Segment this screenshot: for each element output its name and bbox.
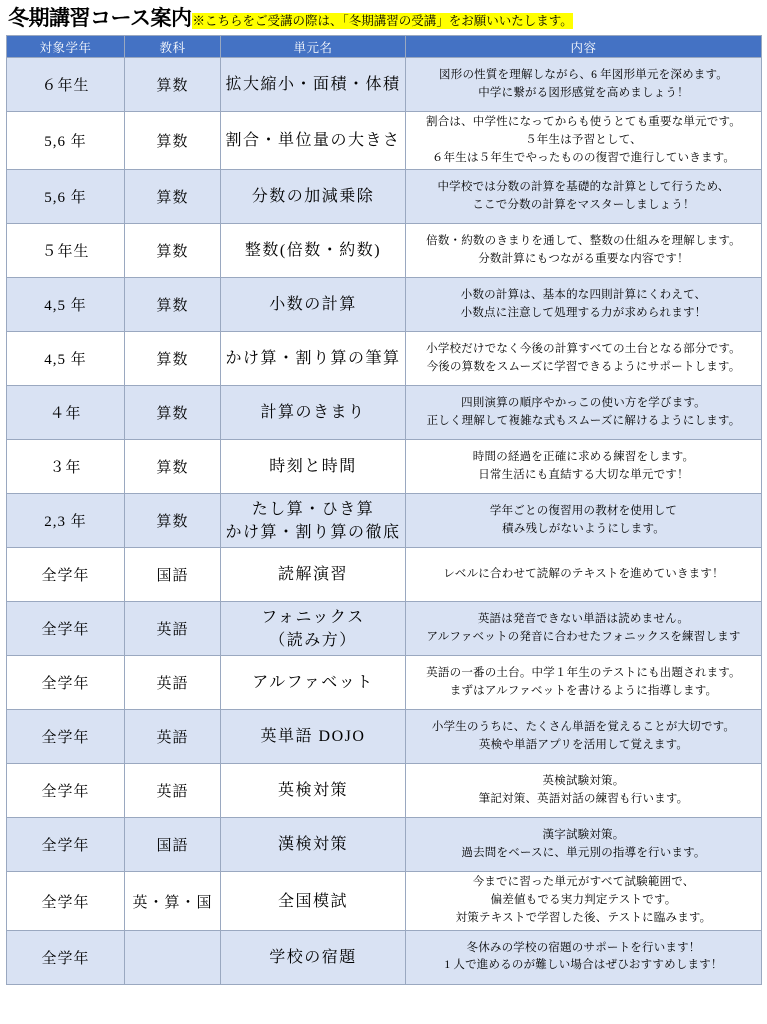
cell-subject: 英語 bbox=[125, 764, 221, 818]
cell-content bbox=[406, 710, 762, 764]
table-row bbox=[7, 872, 762, 930]
cell-unit bbox=[221, 602, 406, 656]
content-line: 英語は発音できない単語は読めません。 bbox=[477, 613, 690, 626]
cell-subject: 英語 bbox=[125, 656, 221, 710]
cell-content bbox=[406, 872, 762, 930]
cell-subject: 算数 bbox=[125, 494, 221, 548]
unit-line: 英単語 DOJO bbox=[260, 728, 366, 746]
cell-grade: 2,3 年 bbox=[7, 494, 125, 548]
content-line: 今後の算数をスムーズに学習できるようにサポートします。 bbox=[426, 360, 741, 373]
content-line: 筆記対策、英語対話の練習も行います。 bbox=[478, 792, 689, 805]
table-row bbox=[7, 386, 762, 440]
content-line: 英検試験対策。 bbox=[542, 775, 625, 788]
table-row bbox=[7, 602, 762, 656]
cell-unit bbox=[221, 656, 406, 710]
column-header-unit: 単元名 bbox=[221, 36, 406, 58]
content-line: ５年生は予習として、 bbox=[525, 133, 642, 146]
unit-line: 全国模試 bbox=[277, 892, 348, 910]
cell-unit bbox=[221, 58, 406, 112]
cell-content bbox=[406, 548, 762, 602]
unit-line: たし算・ひき算 bbox=[251, 500, 375, 518]
header-note: ※こちらをご受講の際は、「冬期講習の受講」をお願いいたします。 bbox=[192, 13, 573, 28]
cell-subject: 算数 bbox=[125, 440, 221, 494]
cell-grade: 全学年 bbox=[7, 710, 125, 764]
column-header-grade: 対象学年 bbox=[7, 36, 125, 58]
course-table bbox=[6, 35, 762, 985]
cell-content bbox=[406, 440, 762, 494]
cell-content bbox=[406, 764, 762, 818]
cell-grade: 全学年 bbox=[7, 872, 125, 930]
column-header-content: 内容 bbox=[406, 36, 762, 58]
cell-content bbox=[406, 170, 762, 224]
content-line: ここで分数の計算をマスターしましょう！ bbox=[472, 198, 695, 211]
table-row bbox=[7, 440, 762, 494]
unit-line: かけ算・割り算の筆算 bbox=[225, 350, 401, 368]
table-row bbox=[7, 112, 762, 170]
unit-line: アルファベット bbox=[252, 674, 374, 692]
cell-unit bbox=[221, 332, 406, 386]
content-line: 偏差値もでる実力判定テストです。 bbox=[490, 894, 677, 907]
unit-line: かけ算・割り算の徹底 bbox=[225, 523, 401, 541]
table-row bbox=[7, 278, 762, 332]
table-row bbox=[7, 58, 762, 112]
cell-subject: 算数 bbox=[125, 332, 221, 386]
content-line: 過去問をベースに、単元別の指導を行います。 bbox=[461, 846, 706, 859]
cell-unit bbox=[221, 872, 406, 930]
unit-line: 小数の計算 bbox=[269, 296, 357, 314]
cell-content bbox=[406, 278, 762, 332]
cell-unit bbox=[221, 224, 406, 278]
unit-line: 読解演習 bbox=[277, 566, 348, 584]
content-line: アルファベットの発音に合わせたフォニックスを練習します bbox=[426, 630, 741, 643]
cell-unit bbox=[221, 710, 406, 764]
table-row bbox=[7, 548, 762, 602]
cell-grade: 全学年 bbox=[7, 930, 125, 984]
column-header-subject: 教科 bbox=[125, 36, 221, 58]
cell-unit bbox=[221, 170, 406, 224]
content-line: 小数点に注意して処理する力が求められます！ bbox=[460, 306, 707, 319]
content-line: 今までに習った単元がすべて試験範囲で、 bbox=[472, 876, 695, 889]
cell-unit bbox=[221, 278, 406, 332]
cell-grade: ３年 bbox=[7, 440, 125, 494]
cell-unit bbox=[221, 818, 406, 872]
cell-unit bbox=[221, 386, 406, 440]
cell-content bbox=[406, 818, 762, 872]
content-line: 英検や単語アプリを活用して覚えます。 bbox=[478, 738, 689, 751]
page-title: 冬期講習コース案内 bbox=[8, 6, 192, 30]
cell-grade: 5,6 年 bbox=[7, 170, 125, 224]
content-line: 英語の一番の土台。中学１年生のテストにも出題されます。 bbox=[426, 667, 741, 680]
unit-line: 時刻と時間 bbox=[269, 458, 357, 476]
cell-subject: 算数 bbox=[125, 386, 221, 440]
content-line: 小学生のうちに、たくさん単語を覚えることが大切です。 bbox=[431, 721, 736, 734]
content-line: 正しく理解して複雑な式もスムーズに解けるようにします。 bbox=[426, 414, 741, 427]
cell-subject: 算数 bbox=[125, 170, 221, 224]
unit-line: 分数の加減乗除 bbox=[251, 188, 375, 206]
cell-subject: 算数 bbox=[125, 278, 221, 332]
unit-line: 英検対策 bbox=[277, 782, 348, 800]
content-line: 図形の性質を理解しながら、6 年図形単元を深めます。 bbox=[439, 68, 728, 81]
content-line: 四則演算の順序やかっこの使い方を学びます。 bbox=[461, 397, 706, 410]
cell-grade: 全学年 bbox=[7, 656, 125, 710]
cell-unit bbox=[221, 440, 406, 494]
unit-line: 整数(倍数・約数) bbox=[244, 242, 382, 260]
cell-unit bbox=[221, 930, 406, 984]
table-row bbox=[7, 818, 762, 872]
content-line: 小数の計算は、基本的な四則計算にくわえて、 bbox=[460, 289, 707, 302]
content-line: 漢字試験対策。 bbox=[542, 829, 625, 842]
unit-line: 学校の宿題 bbox=[269, 948, 357, 966]
unit-line: 拡大縮小・面積・体積 bbox=[225, 75, 401, 93]
content-line: 小学校だけでなく今後の計算すべての土台となる部分です。 bbox=[426, 343, 741, 356]
unit-line: 漢検対策 bbox=[277, 836, 348, 854]
cell-content bbox=[406, 58, 762, 112]
cell-unit bbox=[221, 494, 406, 548]
cell-subject: 英語 bbox=[125, 710, 221, 764]
cell-content bbox=[406, 930, 762, 984]
cell-unit bbox=[221, 764, 406, 818]
cell-content bbox=[406, 494, 762, 548]
cell-grade: 4,5 年 bbox=[7, 332, 125, 386]
unit-line: 計算のきまり bbox=[260, 404, 366, 422]
table-head bbox=[7, 36, 762, 58]
table-row bbox=[7, 764, 762, 818]
document-header bbox=[6, 6, 761, 35]
unit-line: 割合・単位量の大きさ bbox=[225, 132, 401, 150]
cell-subject: 国語 bbox=[125, 818, 221, 872]
cell-grade: 全学年 bbox=[7, 764, 125, 818]
cell-subject: 国語 bbox=[125, 548, 221, 602]
cell-content bbox=[406, 386, 762, 440]
content-line: 対策テキストで学習した後、テストに臨みます。 bbox=[455, 912, 712, 925]
content-line: 分数計算にもつながる重要な内容です！ bbox=[478, 252, 689, 265]
cell-content bbox=[406, 224, 762, 278]
cell-content bbox=[406, 656, 762, 710]
content-line: 学年ごとの復習用の教材を使用して bbox=[489, 505, 678, 518]
content-line: 割合は、中学性になってからも使うとても重要な単元です。 bbox=[426, 116, 741, 128]
content-line: 積み残しがないようにします。 bbox=[502, 522, 665, 535]
content-line: ６年生は５年生でやったものの復習で進行していきます。 bbox=[431, 151, 736, 164]
table-row bbox=[7, 170, 762, 224]
content-line: 中学校では分数の計算を基礎的な計算として行うため、 bbox=[437, 181, 730, 194]
cell-subject: 算数 bbox=[125, 224, 221, 278]
cell-grade: 全学年 bbox=[7, 548, 125, 602]
content-line: 日常生活にも直結する大切な単元です！ bbox=[478, 468, 689, 481]
content-line: 中学に繋がる図形感覚を高めましょう！ bbox=[478, 86, 689, 99]
content-line: レベルに合わせて読解のテキストを進めていきます！ bbox=[443, 568, 724, 581]
cell-grade: 全学年 bbox=[7, 602, 125, 656]
cell-subject: 英語 bbox=[125, 602, 221, 656]
content-line: 時間の経過を正確に求める練習をします。 bbox=[472, 451, 695, 464]
unit-line: （読み方） bbox=[269, 631, 357, 649]
cell-subject bbox=[125, 930, 221, 984]
cell-grade: 5,6 年 bbox=[7, 112, 125, 170]
content-line: 倍数・約数のきまりを通して、整数の仕組みを理解します。 bbox=[426, 235, 741, 248]
cell-grade: ６年生 bbox=[7, 58, 125, 112]
table-body bbox=[7, 58, 762, 985]
cell-subject: 算数 bbox=[125, 58, 221, 112]
content-line: 冬休みの学校の宿題のサポートを行います！ bbox=[466, 941, 701, 954]
table-header-row bbox=[7, 36, 762, 58]
content-line: 1 人で進めるのが難しい場合はぜひおすすめします！ bbox=[444, 959, 723, 972]
content-line: まずはアルファベットを書けるように指導します。 bbox=[449, 684, 718, 697]
cell-subject: 英・算・国 bbox=[125, 872, 221, 930]
table-row bbox=[7, 710, 762, 764]
cell-content bbox=[406, 332, 762, 386]
cell-content bbox=[406, 112, 762, 170]
cell-subject: 算数 bbox=[125, 112, 221, 170]
table-row bbox=[7, 656, 762, 710]
cell-grade: 4,5 年 bbox=[7, 278, 125, 332]
table-row bbox=[7, 494, 762, 548]
cell-grade: ５年生 bbox=[7, 224, 125, 278]
cell-unit bbox=[221, 112, 406, 170]
cell-grade: 全学年 bbox=[7, 818, 125, 872]
table-row bbox=[7, 224, 762, 278]
table-row bbox=[7, 930, 762, 984]
cell-grade: ４年 bbox=[7, 386, 125, 440]
cell-unit bbox=[221, 548, 406, 602]
table-row bbox=[7, 332, 762, 386]
unit-line: フォニックス bbox=[261, 608, 365, 626]
cell-content bbox=[406, 602, 762, 656]
